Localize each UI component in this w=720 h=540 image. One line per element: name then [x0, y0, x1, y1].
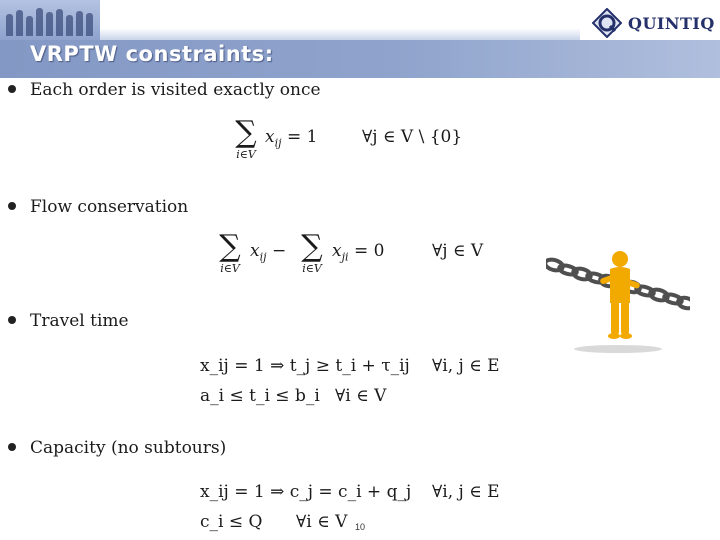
bullet-label: Each order is visited exactly once — [30, 80, 321, 100]
bullet-label: Flow conservation — [30, 197, 189, 217]
logo-text: QUINTIQ — [628, 14, 715, 33]
formula-capacity-2: c_i ≤ Q — [200, 512, 263, 532]
people-banner-image — [0, 0, 100, 40]
flow-term-1: $x_{ij}$ − — [250, 241, 287, 264]
bullet-label: Capacity (no subtours) — [30, 438, 227, 458]
bullet-dot-icon — [8, 202, 16, 210]
logo-mark-icon — [592, 8, 622, 38]
formula-capacity-1: x_ij = 1 ⇒ c_j = c_i + q_j — [200, 482, 412, 502]
slide-header — [0, 0, 720, 78]
formula-travel-time-1: x_ij = 1 ⇒ t_j ≥ t_i + τ_ij — [200, 356, 410, 376]
bullet-flow-conservation — [8, 197, 188, 217]
flow-term-2: $x_{ji} = 0$ — [332, 241, 385, 264]
page-number: 10 — [355, 522, 366, 532]
bullet-dot-icon — [8, 443, 16, 451]
page-title: VRPTW constraints: — [30, 42, 274, 66]
quantifier-capacity-1: ∀i, j ∈ E — [432, 482, 500, 502]
bullet-dot-icon — [8, 85, 16, 93]
formula-visited-once: $x_{ij} = 1$ — [265, 127, 318, 150]
figure-holding-chain-icon — [546, 245, 690, 353]
bullet-label: Travel time — [30, 311, 129, 331]
quantifier-travel-time-2: ∀i ∈ V — [335, 386, 387, 406]
bullet-visited-once — [8, 80, 321, 100]
bullet-travel-time — [8, 311, 129, 331]
sum-symbol: ∑ i∈V — [301, 229, 323, 275]
quantifier-flow: ∀j ∈ V — [432, 241, 484, 261]
formula-travel-time-2: a_i ≤ t_i ≤ b_i — [200, 386, 320, 406]
quintiq-logo — [592, 8, 715, 40]
bullet-capacity — [8, 438, 226, 458]
header-gradient-strip — [100, 28, 580, 40]
sum-symbol: ∑ i∈V — [235, 115, 257, 161]
quantifier-travel-time-1: ∀i, j ∈ E — [432, 356, 500, 376]
quantifier-capacity-2: ∀i ∈ V — [296, 512, 348, 532]
bullet-dot-icon — [8, 316, 16, 324]
quantifier-visited-once: ∀j ∈ V \ {0} — [362, 127, 463, 147]
sum-symbol: ∑ i∈V — [219, 229, 241, 275]
